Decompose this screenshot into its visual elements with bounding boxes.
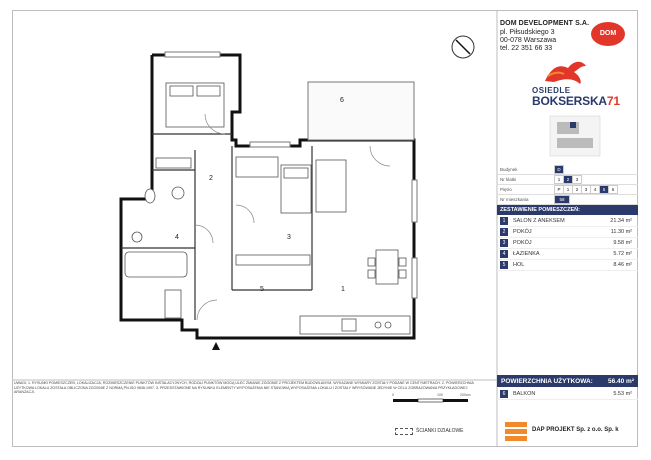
plan-label-4: 4 bbox=[175, 234, 179, 241]
horse-logo-icon bbox=[540, 56, 590, 86]
info-cell: 1 bbox=[563, 185, 573, 194]
info-cell: 4 bbox=[590, 185, 600, 194]
key-plan bbox=[545, 110, 605, 160]
plan-label-3: 3 bbox=[287, 234, 291, 241]
sofa bbox=[316, 160, 346, 212]
desk bbox=[236, 157, 278, 177]
room-area: 5.72 m² bbox=[613, 251, 632, 257]
partition-walls-label: ŚCIANKI DZIAŁOWE bbox=[416, 428, 464, 434]
info-cell: 3 bbox=[572, 175, 582, 184]
sink bbox=[172, 187, 184, 199]
plan-label-1: 1 bbox=[341, 286, 345, 293]
room-row bbox=[497, 238, 638, 249]
scale-label: 200cm bbox=[460, 393, 471, 397]
dap-logo-icon bbox=[505, 420, 527, 442]
total-area-label: POWIERZCHNIA UŻYTKOWA: bbox=[501, 377, 593, 385]
room-row bbox=[497, 216, 638, 227]
room-area: 11.30 m² bbox=[610, 229, 632, 235]
room-number: 2 bbox=[500, 228, 508, 236]
info-label: Piętro bbox=[500, 187, 512, 192]
rooms-heading: ZESTAWIENIE POMIESZCZEŃ: bbox=[497, 205, 638, 215]
bathtub bbox=[125, 252, 187, 277]
room-row bbox=[497, 227, 638, 238]
balcony bbox=[308, 82, 414, 140]
info-row-building bbox=[497, 165, 638, 175]
toilet bbox=[145, 189, 155, 203]
info-label: Nr klatki bbox=[500, 177, 517, 182]
scale-label: 0 bbox=[392, 393, 394, 397]
washbasin bbox=[132, 232, 142, 242]
unit-info-table bbox=[497, 165, 638, 205]
estate-number: 71 bbox=[606, 94, 620, 108]
room-name: POKÓJ bbox=[513, 240, 532, 246]
info-label: Nr mieszkania bbox=[500, 197, 529, 202]
room-name: ŁAZIENKA bbox=[513, 251, 540, 257]
estate-name bbox=[532, 94, 620, 108]
room-area: 9.58 m² bbox=[613, 240, 632, 246]
estate-prefix: OSIEDLE bbox=[532, 86, 571, 95]
estate-name-text: BOKSERSKA bbox=[532, 94, 607, 108]
info-label: Budynek bbox=[500, 167, 518, 172]
developer-address-1: pl. Piłsudskiego 3 bbox=[500, 29, 555, 36]
room-name: BALKON bbox=[513, 391, 536, 397]
room-number: 3 bbox=[500, 239, 508, 247]
info-cell: D bbox=[554, 165, 564, 174]
room-number: 1 bbox=[500, 217, 508, 225]
compass-icon bbox=[452, 36, 474, 58]
scale-label: 100 bbox=[437, 393, 443, 397]
developer-address-2: 00-078 Warszawa bbox=[500, 37, 557, 44]
total-area-value: 56.40 m² bbox=[607, 377, 634, 385]
info-cell: 1 bbox=[554, 175, 564, 184]
room-number: 5 bbox=[500, 261, 508, 269]
info-cell: 58 bbox=[554, 195, 570, 204]
developer-name: DOM DEVELOPMENT S.A. bbox=[500, 20, 590, 27]
room-number: 6 bbox=[500, 390, 508, 398]
designer-name: DAP PROJEKT Sp. z o.o. Sp. k bbox=[532, 427, 619, 433]
room-name: SALON Z ANEKSEM bbox=[513, 218, 565, 224]
info-row-unit bbox=[497, 195, 638, 205]
info-cell: 2 bbox=[563, 175, 573, 184]
room-area: 8.46 m² bbox=[613, 262, 632, 268]
dining-table bbox=[376, 250, 398, 284]
room-name: HOL bbox=[513, 262, 525, 268]
entrance-arrow bbox=[212, 342, 220, 350]
info-cell: 5 bbox=[599, 185, 609, 194]
partition-walls-swatch bbox=[395, 428, 413, 435]
info-cell: 2 bbox=[572, 185, 582, 194]
notes-text: UWAGI: 1. RYSUNKI POMIESZCZEŃ, LOKALIZACJA, ROZMIESZCZENIE PUNKTÓW INSTALACYJNYCH, RODZAJ PUNKTÓW MOGĄ ULEC ZMIANIE ZGODNIE Z PROJEKTEM BUDOWLANYM. WYKAZANE WYMIARY ZOSTAŁY PODANE W CENTYMETRACH. 2. POWIERZCHNIA UŻYTKOWA LOKALU ZOSTAŁA OBLICZONA ZGODNIE Z NORMĄ PN-ISO 9836:1997. 3. PRZEDSTAWIONE NA RYSUNKU ELEMENTY WYPOSAŻENIA NIE STANOWIĄ WYPOSAŻENIA LOKALU I ZOSTAŁY WRYSOWANE JEDYNIE W CELU ZOBRAZOWANIA PRZYKŁADOWEJ ARANŻACJI. bbox=[14, 381, 474, 395]
info-row-floor bbox=[497, 185, 638, 195]
room-area: 5.53 m² bbox=[613, 391, 632, 397]
room-number: 4 bbox=[500, 250, 508, 258]
balcony-row bbox=[497, 389, 638, 400]
info-cell: 6 bbox=[608, 185, 618, 194]
developer-phone: tel. 22 351 66 33 bbox=[500, 45, 553, 52]
room-row bbox=[497, 260, 638, 271]
room-area: 21.34 m² bbox=[610, 218, 632, 224]
plan-label-2: 2 bbox=[209, 175, 213, 182]
room-row bbox=[497, 249, 638, 260]
plan-label-6: 6 bbox=[340, 97, 344, 104]
room-name: POKÓJ bbox=[513, 229, 532, 235]
info-cell: 3 bbox=[581, 185, 591, 194]
total-area-bar bbox=[497, 375, 638, 387]
info-cell: P bbox=[554, 185, 564, 194]
info-row-stairwell bbox=[497, 175, 638, 185]
plan-label-5: 5 bbox=[260, 286, 264, 293]
developer-logo: DOM bbox=[591, 22, 625, 46]
